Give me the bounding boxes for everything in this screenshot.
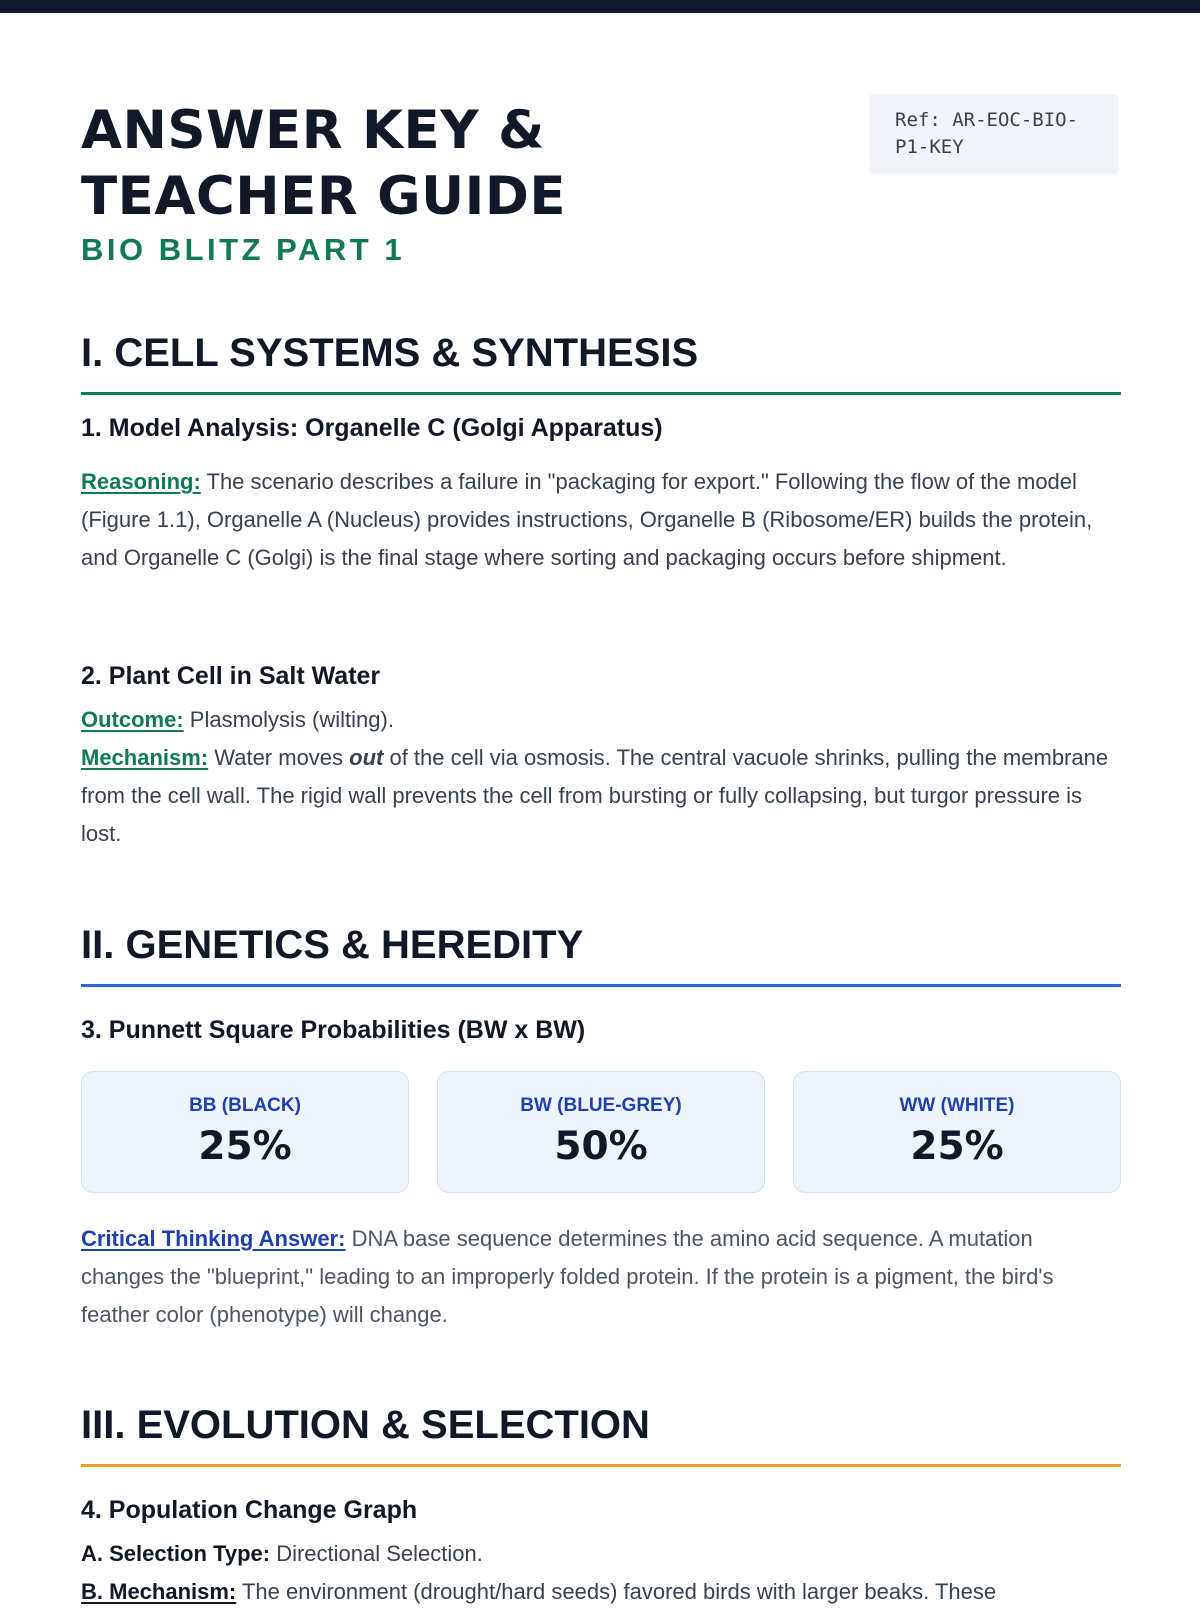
selection-type-label: A. Selection Type: <box>81 1541 271 1566</box>
section-heading-genetics: II. GENETICS & HEREDITY <box>81 920 1121 987</box>
critical-thinking-label: Critical Thinking Answer: <box>81 1226 346 1251</box>
card-label: WW (WHITE) <box>899 1095 1015 1116</box>
question-4-title: 4. Population Change Graph <box>81 1496 418 1524</box>
punnett-probability-cards <box>81 1071 1121 1193</box>
probability-card-bw <box>437 1071 765 1193</box>
mechanism-label: Mechanism: <box>81 745 209 770</box>
selection-mechanism-text: The environment (drought/hard seeds) favored birds with larger beaks. These <box>236 1579 997 1604</box>
title-line-1: ANSWER KEY & <box>81 100 545 161</box>
question-2-title: 2. Plant Cell in Salt Water <box>81 662 381 690</box>
probability-card-bb <box>81 1071 409 1193</box>
mechanism-text-start: Water moves <box>208 745 350 770</box>
critical-thinking-answer <box>81 1220 1121 1334</box>
page-subtitle: BIO BLITZ PART 1 <box>81 232 406 267</box>
card-label: BW (BLUE-GREY) <box>520 1095 682 1116</box>
outcome-label: Outcome: <box>81 707 184 732</box>
critical-thinking-text: DNA base sequence determines the amino acid sequence. A mutation changes the "blueprint," leading to an improperly folded protein. If the protein is a pigment, the bird's feather color (phenotype) will change. <box>81 1226 1054 1327</box>
page-title <box>81 98 566 230</box>
reference-code-box <box>869 94 1119 174</box>
outcome-text: Plasmolysis (wilting). <box>183 707 394 732</box>
question-1-title: 1. Model Analysis: Organelle C (Golgi Apparatus) <box>81 414 663 442</box>
selection-type-text: Directional Selection. <box>270 1541 483 1566</box>
card-value: 25% <box>910 1124 1004 1169</box>
question-2-mechanism <box>81 739 1121 853</box>
section-heading-evolution: III. EVOLUTION & SELECTION <box>81 1400 1121 1467</box>
reasoning-text: The scenario describes a failure in "packaging for export." Following the flow of the model (Figure 1.1), Organelle A (Nucleus) provides instructions, Organelle B (Ribosome/ER) builds the protein, and Organelle C (Golgi) is the final stage where sorting and packaging occurs before shipment. <box>81 469 1093 570</box>
question-1-answer <box>81 463 1121 577</box>
section-heading-cell-systems: I. CELL SYSTEMS & SYNTHESIS <box>81 328 1121 395</box>
mechanism-emphasis: out <box>349 745 384 770</box>
mechanism-text-end: of the cell via osmosis. The central vacuole shrinks, pulling the membrane from the cell wall. The rigid wall prevents the cell from bursting or fully collapsing, but turgor pressure is lost. <box>81 745 1109 846</box>
selection-type-answer <box>81 1535 1121 1573</box>
question-3-title: 3. Punnett Square Probabilities (BW x BW) <box>81 1016 586 1044</box>
title-line-2: TEACHER GUIDE <box>81 166 567 227</box>
top-accent-bar <box>0 0 1200 13</box>
card-value: 25% <box>198 1124 292 1169</box>
card-label: BB (BLACK) <box>189 1095 301 1116</box>
selection-mechanism-label: B. Mechanism: <box>81 1579 237 1604</box>
reasoning-label: Reasoning: <box>81 469 201 494</box>
card-value: 50% <box>554 1124 648 1169</box>
reference-code: Ref: AR-EOC-BIO-P1-KEY <box>895 109 1079 158</box>
probability-card-ww <box>793 1071 1121 1193</box>
selection-mechanism-answer <box>81 1573 1121 1611</box>
question-2-outcome <box>81 701 1121 739</box>
